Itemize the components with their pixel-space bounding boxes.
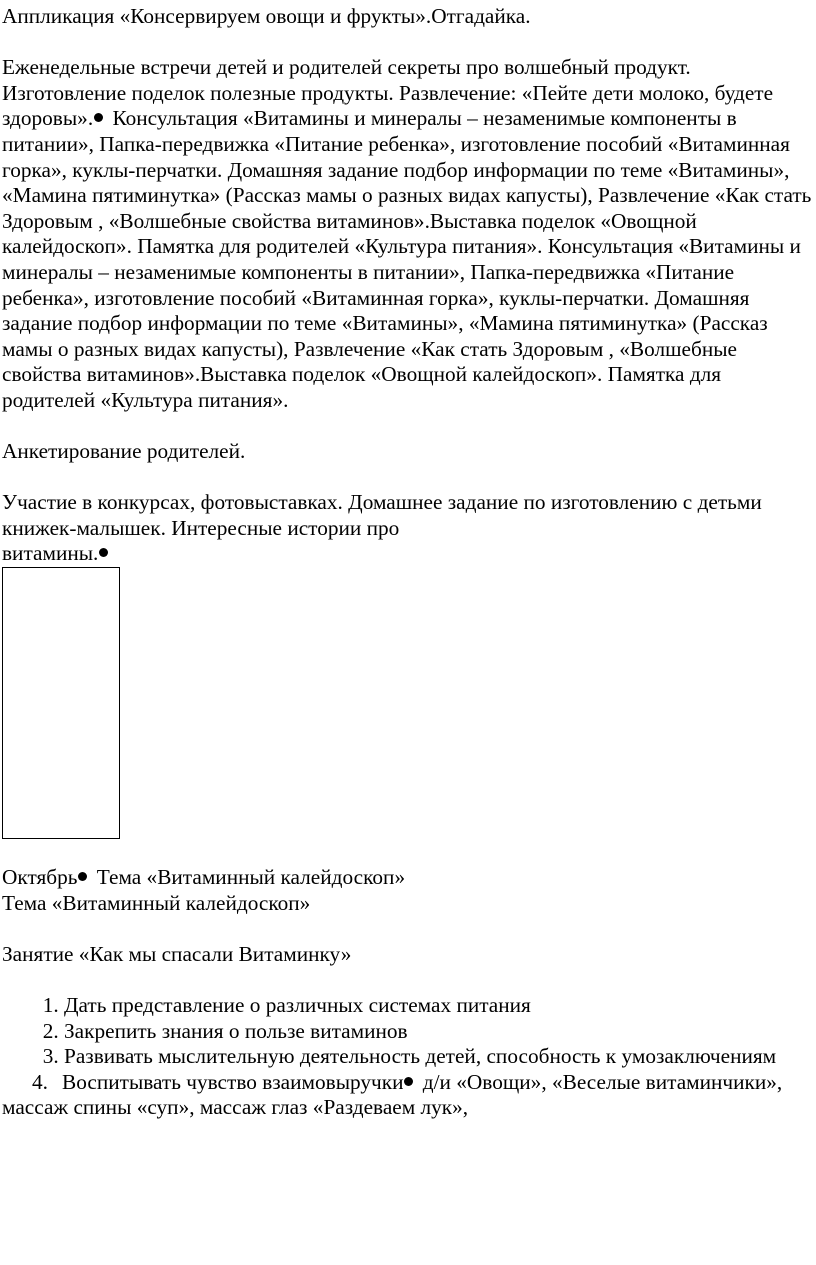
participation-line2: витамины.: [2, 541, 99, 566]
title-text: Аппликация «Консервируем овощи и фрукты».Отгадайка.: [2, 4, 531, 28]
paragraph-meetings: [2, 55, 812, 413]
paragraph-participation: [2, 490, 812, 567]
list-item-4-part1: Воспитывать чувство взаимовыручки: [62, 1069, 404, 1094]
paragraph-meetings-part1: Еженедельные встречи детей и родителей секреты про волшебный продукт. Изготовление поделок полезные продукты. Развлечение: «Пейте дети молоко, будете здоровы».: [2, 55, 774, 131]
goals-list: [2, 993, 812, 1070]
paragraph-survey: [2, 439, 812, 465]
list-item: 3. Развивать мыслительную деятельность детей, способность к умозаключениям: [64, 1044, 812, 1070]
participation-line1: Участие в конкурсах, фотовыставках. Домашнее задание по изготовлению с детьми книжек-малышек. Интересные истории про: [2, 490, 762, 540]
theme-line: [2, 891, 812, 917]
survey-text: Анкетирование родителей.: [2, 439, 246, 464]
theme-text: Тема «Витаминный калейдоскоп»: [2, 890, 311, 915]
paragraph-meetings-part2: Консультация «Витамины и минералы – незаменимые компоненты в питании», Папка-передвижка «Питание ребенка», изготовление пособий «Витаминная горка», куклы-перчатки. Домашняя задание подбор информации по теме «Витамины», «Мамина пятиминутка» (Рассказ мамы о разных видах капусты), Развлечение «Как стать Здоровым , «Волшебные свойства витаминов».Выставка поделок «Овощной калейдоскоп». Памятка для родителей «Культура питания». Консультация «Витамины и минералы – незаменимые компоненты в питании», Папка-передвижка «Питание ребенка», изготовление пособий «Витаминная горка», куклы-перчатки. Домашняя задание подбор информации по теме «Витамины», «Мамина пятиминутка» (Рассказ мамы о разных видах капусты), Развлечение «Как стать Здоровым , «Волшебные свойства витаминов».Выставка поделок «Овощной калейдоскоп». Памятка для родителей «Культура питания».: [2, 106, 812, 412]
bullet-icon: [99, 548, 108, 557]
month-line: [2, 865, 812, 891]
list-item: 1. Дать представление о различных системах питания: [64, 993, 812, 1019]
bullet-icon: [78, 872, 87, 881]
month-theme-text: Тема «Витаминный калейдоскоп»: [91, 865, 406, 890]
bullet-icon: [94, 113, 103, 122]
list-item-4-part2: д/и «Овощи», «Веселые витаминчики», массаж спины «суп», массаж глаз «Раздеваем лук»,: [2, 1069, 783, 1120]
list-item: 2. Закрепить знания о пользе витаминов: [64, 1019, 812, 1045]
title-line: [2, 4, 812, 30]
lesson-title-text: Занятие «Как мы спасали Витаминку»: [2, 941, 352, 966]
bullet-icon: [404, 1077, 413, 1086]
lesson-title: [2, 942, 812, 968]
list-item-4-number: 4.: [32, 1069, 48, 1094]
list-item-4: [2, 1070, 812, 1121]
month-text: Октябрь: [2, 865, 78, 890]
image-placeholder: [2, 567, 120, 839]
